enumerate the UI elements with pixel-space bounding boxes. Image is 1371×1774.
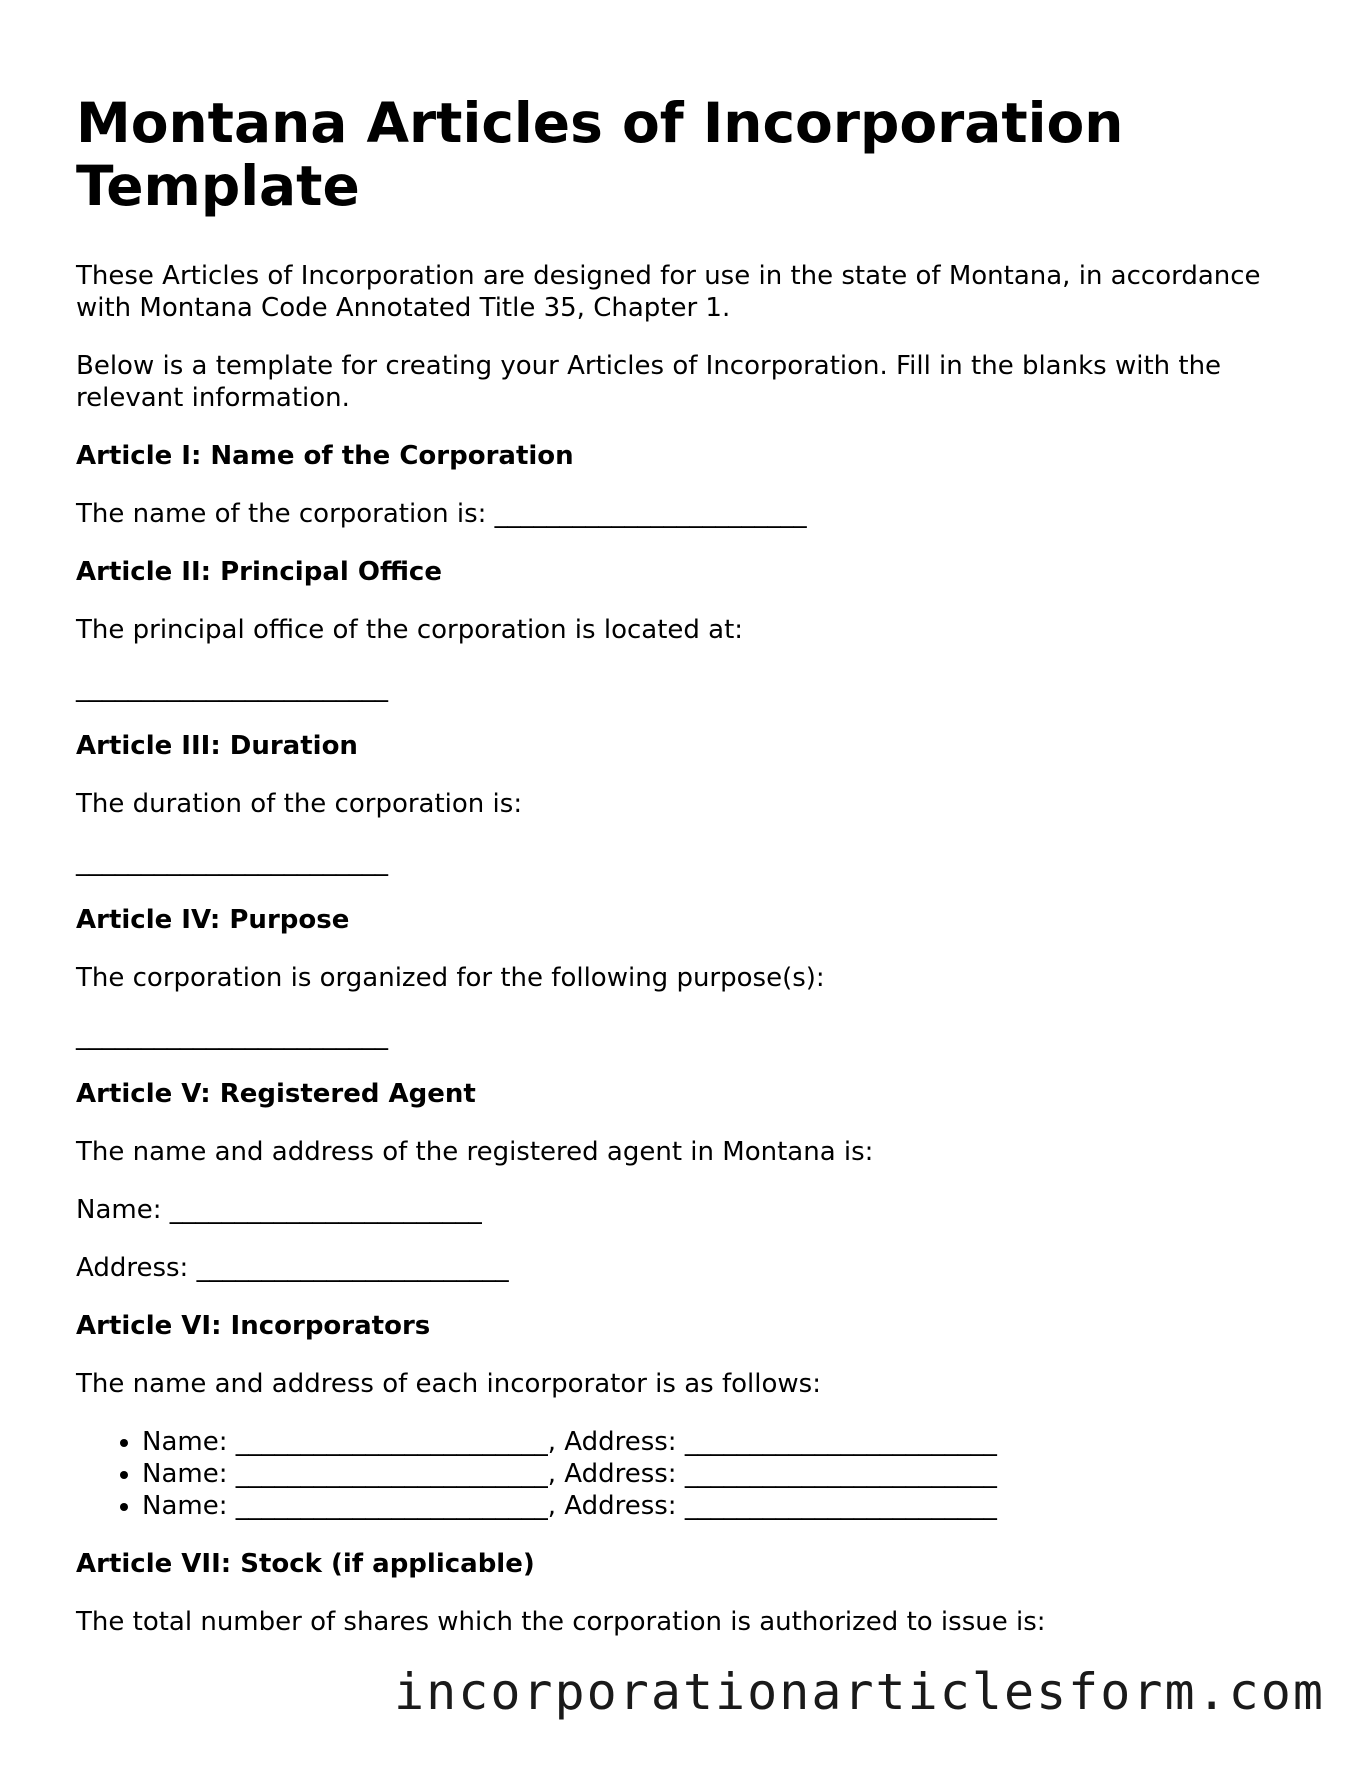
agent-address-line: Address: ________________________ bbox=[76, 1253, 509, 1283]
document-page bbox=[76, 92, 1276, 1664]
intro-paragraph-2: Below is a template for creating your Articles of Incorporation. Fill in the blanks with the relevant information. bbox=[76, 351, 1222, 413]
article-7-heading: Article VII: Stock (if applicable) bbox=[76, 1549, 535, 1579]
article-5-heading: Article V: Registered Agent bbox=[76, 1079, 476, 1109]
article-2-heading: Article II: Principal Office bbox=[76, 557, 442, 587]
article-3-heading: Article III: Duration bbox=[76, 731, 358, 761]
incorporator-item: • Name: ________________________, Address: ________________________ bbox=[142, 1458, 1276, 1490]
article-3-text: The duration of the corporation is: bbox=[76, 789, 523, 819]
incorporator-item: • Name: ________________________, Address: ________________________ bbox=[142, 1490, 1276, 1522]
agent-name-line: Name: ________________________ bbox=[76, 1195, 482, 1225]
article-4-heading: Article IV: Purpose bbox=[76, 905, 350, 935]
article-4-blank: ________________________ bbox=[76, 1021, 388, 1051]
article-6-heading: Article VI: Incorporators bbox=[76, 1311, 431, 1341]
article-1-text: The name of the corporation is: ________________________ bbox=[76, 499, 807, 529]
site-watermark: incorporationarticlesform.com bbox=[394, 1663, 1325, 1721]
article-2-text: The principal office of the corporation is located at: bbox=[76, 615, 744, 645]
article-2-blank: ________________________ bbox=[76, 673, 388, 703]
page-title: Montana Articles of Incorporation Template bbox=[76, 91, 1124, 218]
article-7-text: The total number of shares which the corporation is authorized to issue is: bbox=[76, 1607, 1046, 1637]
incorporator-item: • Name: ________________________, Address: ________________________ bbox=[142, 1426, 1276, 1458]
article-4-text: The corporation is organized for the following purpose(s): bbox=[76, 963, 825, 993]
article-5-text: The name and address of the registered agent in Montana is: bbox=[76, 1137, 874, 1167]
intro-paragraph-1: These Articles of Incorporation are designed for use in the state of Montana, in accordance with Montana Code Annotated Title 35, Chapter 1. bbox=[76, 261, 1261, 323]
article-1-heading: Article I: Name of the Corporation bbox=[76, 441, 574, 471]
article-3-blank: ________________________ bbox=[76, 847, 388, 877]
incorporator-list bbox=[76, 1426, 1276, 1522]
article-6-text: The name and address of each incorporator is as follows: bbox=[76, 1369, 821, 1399]
